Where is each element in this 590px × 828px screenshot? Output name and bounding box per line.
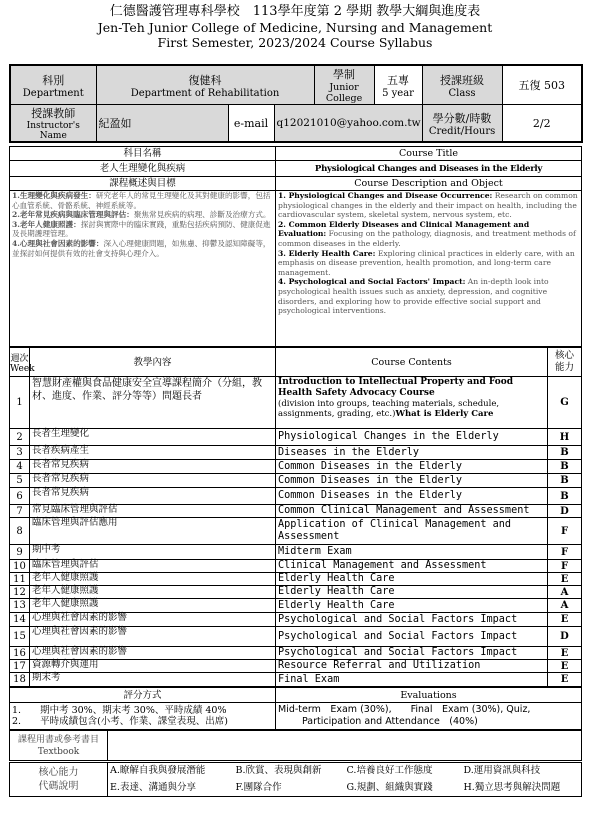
content-zh: 臨床管理與評估應用 <box>30 518 276 545</box>
core-code: B <box>548 474 582 488</box>
schedule-row <box>10 627 582 647</box>
content-en: Psychological and Social Factors Impact <box>276 647 548 660</box>
content-header-en: Course Contents <box>276 348 548 377</box>
evaluation-label-en: Evaluations <box>276 688 582 703</box>
week-number: 16 <box>10 647 30 660</box>
semester-title: First Semester, 2023/2024 Course Syllabus <box>157 35 433 50</box>
content-en: Elderly Health Care <box>276 599 548 613</box>
textbook-value <box>108 731 582 761</box>
content-en-tail: What is Elderly Care <box>395 409 494 419</box>
core-code: A <box>548 599 582 613</box>
week-number: 6 <box>10 488 30 505</box>
content-zh: 長者疾病產生 <box>30 446 276 460</box>
content-en: Elderly Health Care <box>276 573 548 586</box>
email-value[interactable]: q12021010@yahoo.com.tw <box>274 105 422 143</box>
description-en-2: 2. Common Elderly Diseases and Clinical Management and Evaluation: Focusing on the pathology, diagnosis, and treatment methods of common diseases in the elderly. <box>278 219 576 248</box>
overview-zh <box>10 191 276 347</box>
week-number: 9 <box>10 545 30 560</box>
core-code: B <box>548 460 582 474</box>
system-label: 學制 Junior College <box>314 65 374 105</box>
core-b: B.欣賞、表現與創新 <box>234 763 345 780</box>
core-code: E <box>548 573 582 586</box>
email-label: e-mail <box>228 105 274 143</box>
content-zh: 常見臨床管理與評估 <box>30 505 276 518</box>
schedule-row <box>10 446 582 460</box>
schedule-row <box>10 488 582 505</box>
content-en: Clinical Management and Assessment <box>276 560 548 573</box>
overview-zh-3: 3.老年人健康照護：探討與實際中的臨床實踐，重點包括疾病預防、健康促進及長期護理管理。 <box>12 219 271 239</box>
schedule-row <box>10 518 582 545</box>
syllabus-form <box>9 64 581 797</box>
department-label: 科別 Department <box>10 65 96 105</box>
content-zh: 老年人健康照護 <box>30 573 276 586</box>
week-number: 18 <box>10 673 30 687</box>
content-zh: 期末考 <box>30 673 276 687</box>
content-zh: 長者常見疾病 <box>30 460 276 474</box>
core-h: H.獨立思考與解決問題 <box>462 780 582 797</box>
week-number: 15 <box>10 627 30 647</box>
core-code: E <box>548 660 582 673</box>
week-number: 11 <box>10 573 30 586</box>
content-en: Common Diseases in the Elderly <box>276 488 548 505</box>
content-en <box>276 377 548 429</box>
course-title-label: Course Title <box>276 147 582 161</box>
evaluation-en <box>276 703 582 730</box>
content-en: Final Exam <box>276 673 548 687</box>
content-zh: 長者常見疾病 <box>30 488 276 505</box>
overview-zh-1: 1.生理變化與疾病發生：研究老年人的常見生理變化及其對健康的影響，包括心血管系統、骨骼系統、神經系統等。 <box>12 191 271 210</box>
description-en <box>276 191 582 347</box>
document-header <box>0 4 590 50</box>
textbook-label: 課程用書或參考書目 Textbook <box>10 731 108 761</box>
content-en-detail: (division into groups, teaching materials, schedule, assignments, grading, etc.) <box>278 399 500 419</box>
class-value: 五復 503 <box>502 65 582 105</box>
schedule-row <box>10 505 582 518</box>
content-en: Common Clinical Management and Assessment <box>276 505 548 518</box>
week-number: 13 <box>10 599 30 613</box>
core-label: 核心能力 代碼說明 <box>10 763 108 797</box>
core-g: G.規劃、組織與實踐 <box>345 780 462 797</box>
core-a: A.瞭解自我與發展潛能 <box>108 763 234 780</box>
evaluation-zh-1: 1. 期中考 30%、期末考 30%、平時成績 40% <box>12 705 227 716</box>
overview-label: 課程概述與目標 <box>10 177 276 191</box>
textbook-table <box>9 730 582 761</box>
week-number: 5 <box>10 474 30 488</box>
description-en-1: 1. Physiological Changes and Disease Occurrence: Research on common physiological changes in the elderly and their impact on health, including the cardiovascular system, skeletal system, nervous system, etc. <box>278 191 578 220</box>
schedule-row <box>10 460 582 474</box>
core-code: D <box>548 505 582 518</box>
core-code: A <box>548 586 582 599</box>
course-table <box>9 146 582 347</box>
core-d: D.運用資訊與科技 <box>462 763 582 780</box>
content-en: Application of Clinical Management and Assessment <box>276 518 548 545</box>
core-e: E.表達、溝通與分享 <box>108 780 234 797</box>
core-c: C.培養良好工作態度 <box>345 763 462 780</box>
week-number: 17 <box>10 660 30 673</box>
content-zh: 老年人健康照護 <box>30 599 276 613</box>
schedule-row <box>10 613 582 627</box>
schedule-row <box>10 599 582 613</box>
description-en-4: 4. Psychological and Social Factors' Impact: An in-depth look into psychological health issues such as anxiety, depression, and cognitive disorders, and exploring how to provide effective social support and psychological interventions. <box>278 277 549 316</box>
core-code: F <box>548 545 582 560</box>
schedule-row <box>10 545 582 560</box>
core-competency-table <box>9 762 582 797</box>
core-code: B <box>548 446 582 460</box>
schedule-row <box>10 586 582 599</box>
content-zh: 臨床管理與評估 <box>30 560 276 573</box>
week-number: 7 <box>10 505 30 518</box>
content-zh: 長者常見疾病 <box>30 474 276 488</box>
content-zh: 心理與社會因素的影響 <box>30 627 276 647</box>
content-zh: 心理與社會因素的影響 <box>30 613 276 627</box>
schedule-row <box>10 377 582 429</box>
schedule-row <box>10 673 582 687</box>
week-number: 14 <box>10 613 30 627</box>
credit-value: 2/2 <box>502 105 582 143</box>
core-f: F.團隊合作 <box>234 780 345 797</box>
instructor-label: 授課教師 Instructor's Name <box>10 105 96 143</box>
content-en: Common Diseases in the Elderly <box>276 460 548 474</box>
schedule-row <box>10 560 582 573</box>
schedule-table <box>9 347 582 687</box>
content-zh: 老年人健康照護 <box>30 586 276 599</box>
course-name-en: Physiological Changes and Diseases in the Elderly <box>276 161 582 177</box>
department-value: 復健科 Department of Rehabilitation <box>96 65 314 105</box>
evaluation-table <box>9 687 582 730</box>
content-zh: 長者生理變化 <box>30 429 276 446</box>
core-code: G <box>548 377 582 429</box>
overview-zh-2: 2.老年常見疾病與臨床管理與評估：聚焦常見疾病的病理、診斷及治療方式。 <box>12 210 271 220</box>
core-header: 核心能力 <box>548 348 582 377</box>
evaluation-en-1: Mid-term Exam (30%), Final Exam (30%), Quiz, <box>278 704 531 715</box>
title-en: Jen-Teh Junior College of Medicine, Nursing and Management <box>97 20 493 35</box>
course-name-label: 科目名稱 <box>10 147 276 161</box>
evaluation-zh <box>10 703 276 730</box>
content-en: Psychological and Social Factors Impact <box>276 627 548 647</box>
content-header-zh: 教學內容 <box>30 348 276 377</box>
week-header: 週次 Week <box>10 348 30 377</box>
schedule-body <box>10 377 582 687</box>
instructor-value: 紀盈如 <box>96 105 228 143</box>
schedule-row <box>10 647 582 660</box>
week-number: 12 <box>10 586 30 599</box>
description-en-3: 3. Elderly Health Care: Exploring clinical practices in elderly care, with an emphasis on disease prevention, health promotion, and long-term care management. <box>278 248 575 277</box>
week-number: 3 <box>10 446 30 460</box>
week-number: 1 <box>10 377 30 429</box>
content-en-title: Introduction to Intellectual Property and Food Health Safety Advocacy Course <box>278 377 514 398</box>
content-zh: 心理與社會因素的影響 <box>30 647 276 660</box>
content-zh: 資源轉介與運用 <box>30 660 276 673</box>
schedule-row <box>10 429 582 446</box>
week-number: 2 <box>10 429 30 446</box>
content-en: Elderly Health Care <box>276 586 548 599</box>
core-code: D <box>548 627 582 647</box>
content-en: Diseases in the Elderly <box>276 446 548 460</box>
week-number: 4 <box>10 460 30 474</box>
content-en: Resource Referral and Utilization <box>276 660 548 673</box>
schedule-row <box>10 474 582 488</box>
content-en: Physiological Changes in the Elderly <box>276 429 548 446</box>
core-code: F <box>548 560 582 573</box>
content-en: Common Diseases in the Elderly <box>276 474 548 488</box>
schedule-row <box>10 660 582 673</box>
evaluation-en-2: Participation and Attendance (40%) <box>302 716 478 727</box>
course-name-zh: 老人生理變化與疾病 <box>10 161 276 177</box>
info-table <box>9 64 583 143</box>
credit-label: 學分數/時數 Credit/Hours <box>422 105 502 143</box>
core-code: E <box>548 647 582 660</box>
week-number: 10 <box>10 560 30 573</box>
class-label: 授課班級 Class <box>422 65 502 105</box>
evaluation-label-zh: 評分方式 <box>10 688 276 703</box>
week-number: 8 <box>10 518 30 545</box>
core-code: E <box>548 673 582 687</box>
evaluation-zh-2: 2. 平時成績包含(小考、作業、課堂表現、出席) <box>12 716 228 727</box>
content-zh: 智慧財產權與食品健康安全宣導課程簡介（分組，教材、進度、作業、評分等等）問題長者 <box>30 377 276 429</box>
core-code: H <box>548 429 582 446</box>
description-label: Course Description and Object <box>276 177 582 191</box>
core-code: E <box>548 613 582 627</box>
title-zh: 仁德醫護管理專科學校 113學年度第 2 學期 教學大綱與進度表 <box>109 4 481 19</box>
content-en: Psychological and Social Factors Impact <box>276 613 548 627</box>
content-en: Midterm Exam <box>276 545 548 560</box>
core-code: B <box>548 488 582 505</box>
content-zh: 期中考 <box>30 545 276 560</box>
overview-zh-4: 4.心理與社會因素的影響：深入心理健康問題，如焦慮、抑鬱及認知障礙等，並探討如何提供有效的社會支持與心理介入。 <box>12 238 271 258</box>
schedule-row <box>10 573 582 586</box>
system-value: 五專 5 year <box>374 65 422 105</box>
core-code: F <box>548 518 582 545</box>
